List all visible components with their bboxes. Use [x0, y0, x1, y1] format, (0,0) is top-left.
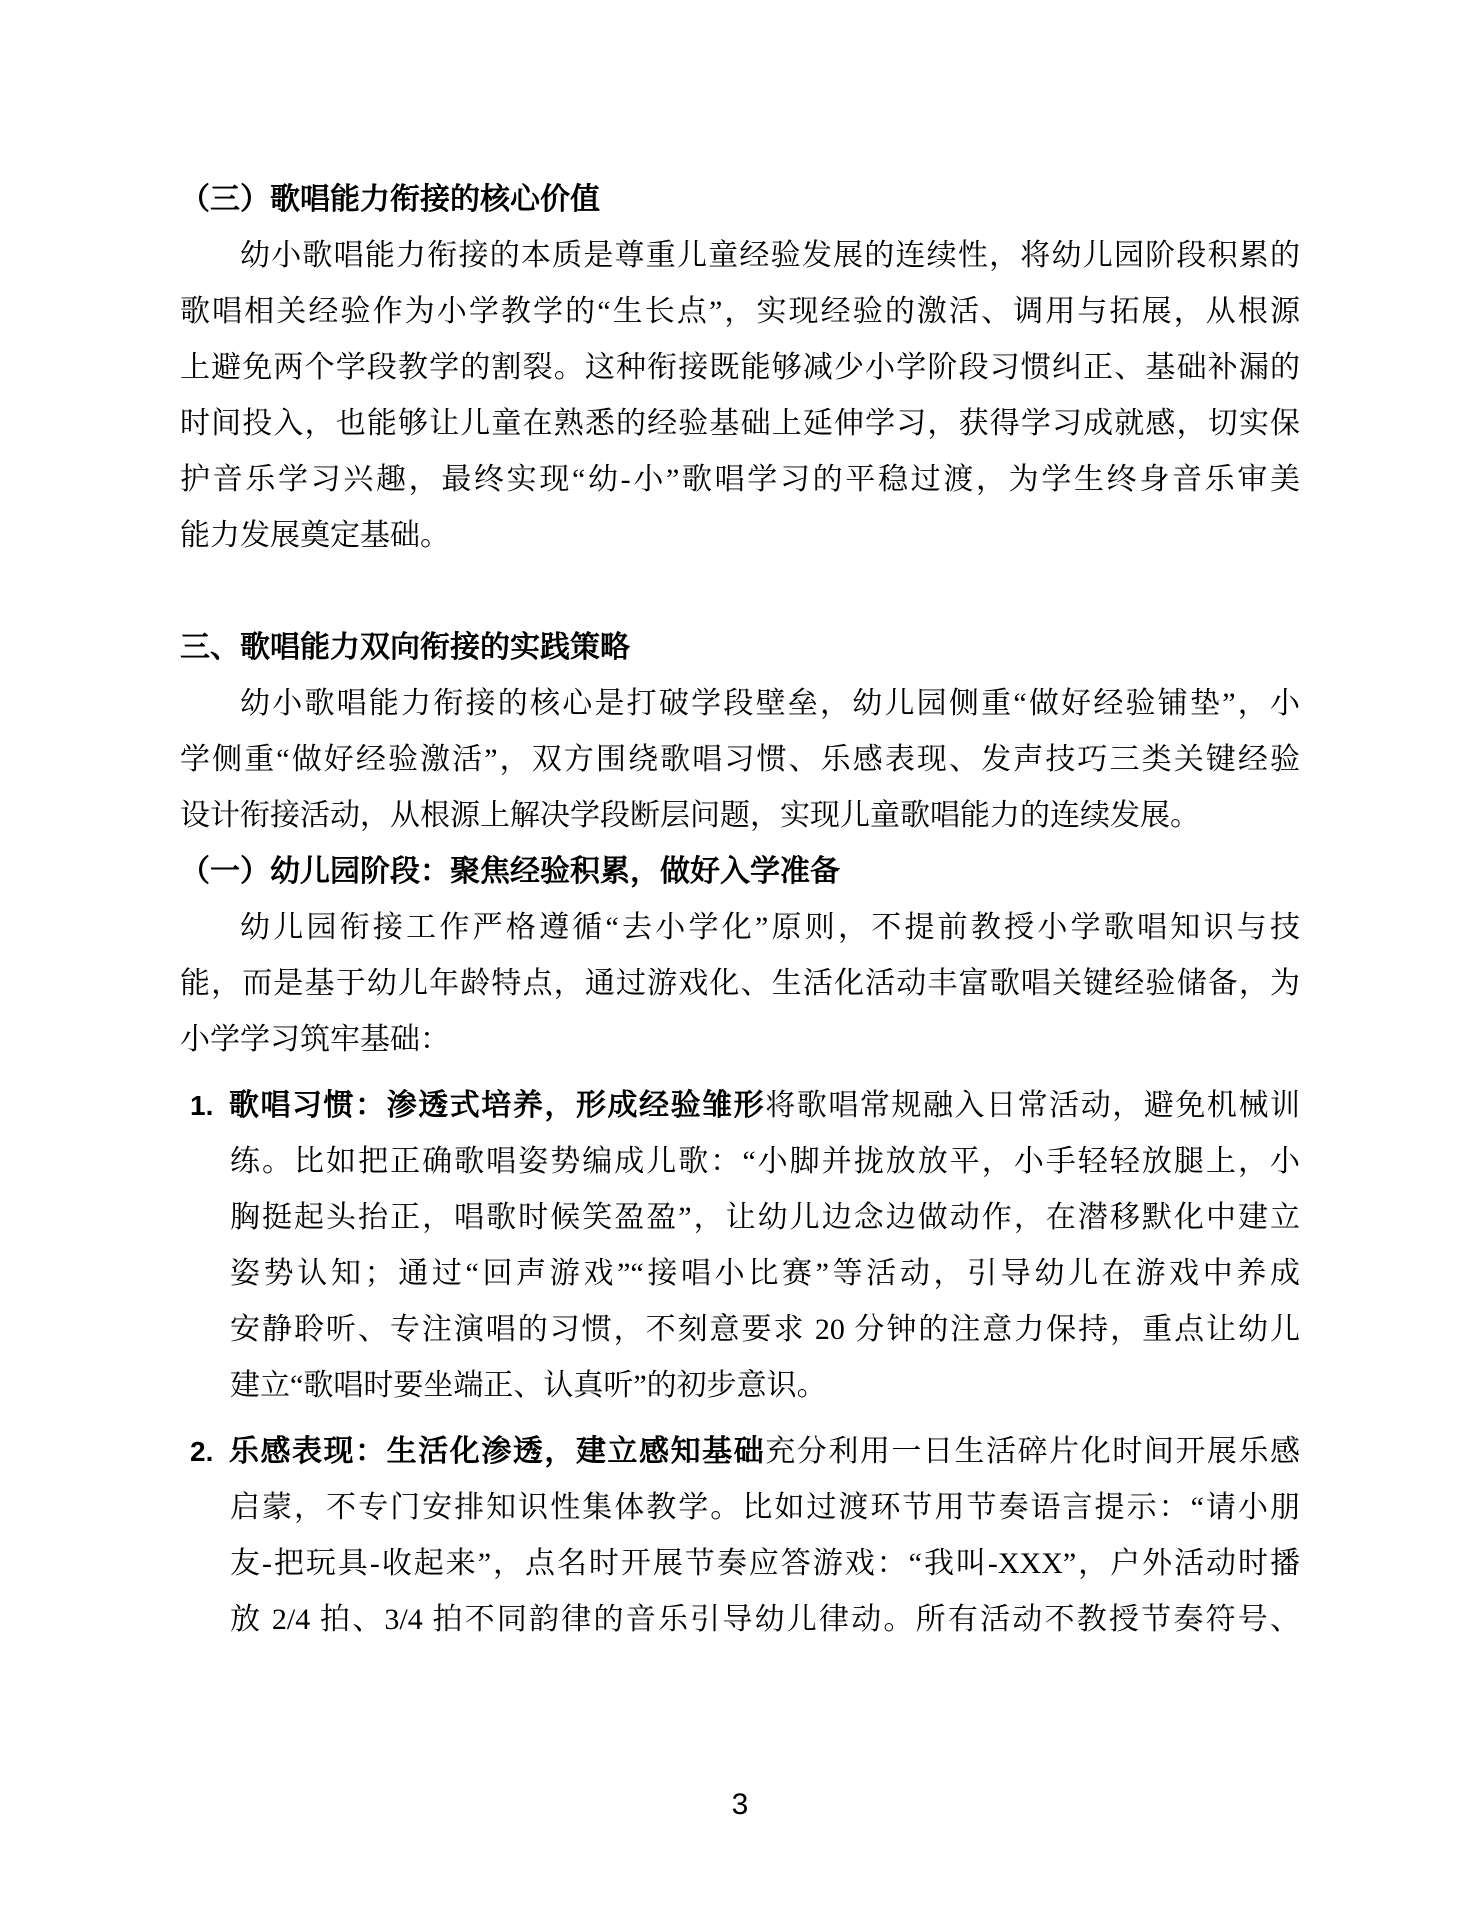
- list-item-singing-habit: [190, 1078, 1300, 1414]
- paragraph-line: 能，而是基于幼儿年龄特点，通过游戏化、生活化活动丰富歌唱关键经验储备，为: [180, 967, 1300, 1000]
- list-item-line: 胸挺起头抬正，唱歌时候笑盈盈”，让幼儿边念边做动作，在潜移默化中建立: [230, 1201, 1300, 1234]
- paragraph-line: 上避免两个学段教学的割裂。这种衔接既能够减少小学阶段习惯纠正、基础补漏的: [180, 351, 1300, 384]
- page-number: 3: [731, 1788, 749, 1821]
- page-content: [180, 172, 1300, 1648]
- paragraph-strategy-intro: [180, 676, 1300, 844]
- paragraph-line: 歌唱相关经验作为小学教学的“生长点”，实现经验的激活、调用与拓展，从根源: [180, 295, 1300, 328]
- paragraph-line: 小学学习筑牢基础：: [180, 1023, 450, 1056]
- paragraph-line: 幼小歌唱能力衔接的核心是打破学段壁垒，幼儿园侧重“做好经验铺垫”，小: [240, 687, 1300, 720]
- list-number: 1.: [190, 1090, 214, 1121]
- list-item-line: 姿势认知；通过“回声游戏”“接唱小比赛”等活动，引导幼儿在游戏中养成: [230, 1257, 1300, 1290]
- list-item-line: 建立“歌唱时要坐端正、认真听”的初步意识。: [230, 1369, 827, 1402]
- list-item-line: 练。比如把正确歌唱姿势编成儿歌：“小脚并拢放放平，小手轻轻放腿上，小: [230, 1145, 1300, 1178]
- list-item-line: 友-把玩具-收起来”，点名时开展节奏应答游戏：“我叫-XXX”，户外活动时播: [230, 1547, 1300, 1580]
- subsection-heading-kindergarten: （一）幼儿园阶段：聚焦经验积累，做好入学准备: [180, 855, 840, 888]
- list-number: 2.: [190, 1436, 214, 1467]
- paragraph-line: 时间投入，也能够让儿童在熟悉的经验基础上延伸学习，获得学习成就感，切实保: [180, 407, 1300, 440]
- list-item-first-line: [190, 1424, 1301, 1480]
- list-item-text: 将歌唱常规融入日常活动，避免机械训: [765, 1089, 1301, 1122]
- list-item-text: 充分利用一日生活碎片化时间开展乐感: [765, 1435, 1301, 1468]
- blank-line: [180, 564, 1300, 620]
- paragraph-core-value: [180, 228, 1300, 564]
- list-item-line: 安静聆听、专注演唱的习惯，不刻意要求 20 分钟的注意力保持，重点让幼儿: [230, 1313, 1300, 1346]
- list-item-music-sense: [190, 1424, 1300, 1648]
- paragraph-line: 设计衔接活动，从根源上解决学段断层问题，实现儿童歌唱能力的连续发展。: [180, 799, 1200, 832]
- list-item-bold-lead: 歌唱习惯：渗透式培养，形成经验雏形: [227, 1089, 766, 1122]
- paragraph-line: 学侧重“做好经验激活”，双方围绕歌唱习惯、乐感表现、发声技巧三类关键经验: [180, 743, 1300, 776]
- section-heading-strategy: 三、歌唱能力双向衔接的实践策略: [180, 631, 630, 664]
- paragraph-kindergarten-intro: [180, 900, 1300, 1068]
- list-item-line: 启蒙，不专门安排知识性集体教学。比如过渡环节用节奏语言提示：“请小朋: [230, 1491, 1300, 1524]
- paragraph-line: 幼小歌唱能力衔接的本质是尊重儿童经验发展的连续性，将幼儿园阶段积累的: [240, 239, 1300, 272]
- paragraph-line: 能力发展奠定基础。: [180, 519, 450, 552]
- list-item-line: 放 2/4 拍、3/4 拍不同韵律的音乐引导幼儿律动。所有活动不教授节奏符号、: [230, 1603, 1300, 1636]
- paragraph-line: 幼儿园衔接工作严格遵循“去小学化”原则，不提前教授小学歌唱知识与技: [240, 911, 1300, 944]
- section-heading-core-value: （三）歌唱能力衔接的核心价值: [180, 183, 600, 216]
- paragraph-line: 护音乐学习兴趣，最终实现“幼-小”歌唱学习的平稳过渡，为学生终身音乐审美: [180, 463, 1300, 496]
- list-item-bold-lead: 乐感表现：生活化渗透，建立感知基础: [227, 1435, 766, 1468]
- list-item-first-line: [190, 1078, 1301, 1134]
